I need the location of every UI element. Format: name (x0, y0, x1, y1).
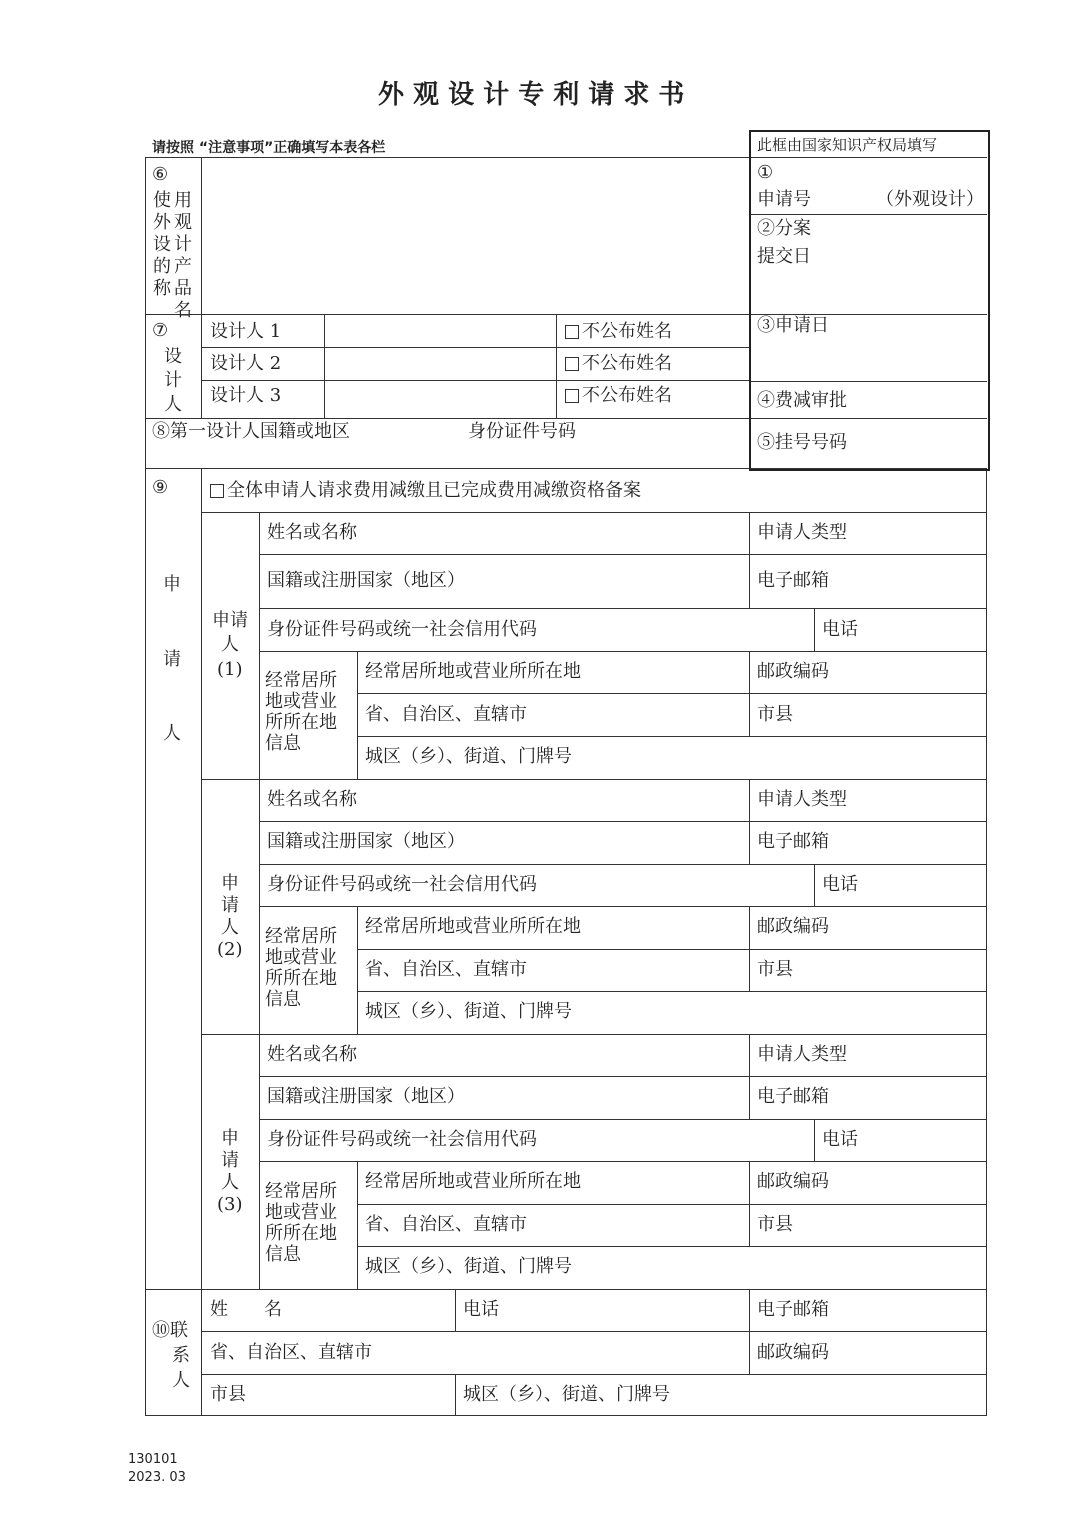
office-box (749, 130, 990, 471)
applicant-label-char: 人 (163, 723, 181, 744)
checkbox-icon[interactable] (565, 389, 579, 403)
applicant-1-side-label: 人 (221, 634, 239, 655)
designer-3-input[interactable] (325, 381, 555, 417)
product-section-number: ⑥ (152, 164, 169, 185)
applicant-postal-label: 邮政编码 (757, 661, 829, 682)
designer-2-input[interactable] (325, 348, 555, 379)
applicant-province-label: 省、自治区、直辖市 (365, 959, 527, 980)
applicant-phone-label: 电话 (822, 619, 858, 640)
applicant-3-side-label: 人 (221, 1172, 239, 1193)
product-label-col1: 使外设的称 (153, 190, 171, 299)
office-box-header: 此框由国家知识产权局填写 (757, 136, 938, 154)
applicant-2-side-label: 申 (221, 873, 239, 894)
applicant-city-label: 市县 (757, 704, 793, 725)
instruction-text: 请按照 “注意事项”正确填写本表各栏 (152, 140, 386, 156)
fee-reduction-approval-label: ④费减审批 (757, 390, 847, 411)
applicant-email-label: 电子邮箱 (757, 570, 829, 591)
applicant-address-label: 经常居所地或营业所所在地信息 (265, 670, 337, 754)
applicant-type-label: 申请人类型 (757, 789, 847, 810)
applicant-address-label: 经常居所地或营业所所在地信息 (265, 926, 337, 1010)
checkbox-icon[interactable] (565, 325, 579, 339)
applicant-postal-label: 邮政编码 (757, 1171, 829, 1192)
applicant-id-code-label: 身份证件号码或统一社会信用代码 (267, 619, 537, 640)
applicant-phone-label: 电话 (822, 1129, 858, 1150)
divisional-label: ②分案 (757, 218, 811, 239)
applicant-phone-label: 电话 (822, 874, 858, 895)
applicant-country-label: 国籍或注册国家（地区） (267, 570, 465, 591)
fee-reduction-checkbox[interactable]: 全体申请人请求费用减缴且已完成费用减缴资格备案 (210, 480, 641, 502)
applicant-name-label: 姓名或名称 (267, 522, 357, 543)
applicant-type-label: 申请人类型 (757, 1044, 847, 1065)
application-number-label: 申请号 (757, 189, 811, 210)
applicant-province-label: 省、自治区、直辖市 (365, 1214, 527, 1235)
applicant-2-side-label: (2) (217, 939, 243, 960)
contact-postal-label: 邮政编码 (757, 1342, 829, 1363)
contact-section-label: ⑩联 (152, 1320, 188, 1341)
first-designer-id-label: 身份证件号码 (468, 421, 576, 442)
applicant-label-char: 申 (163, 574, 181, 595)
applicant-city-label: 市县 (757, 959, 793, 980)
applicant-1-side-label: (1) (217, 659, 243, 680)
applicant-id-code-label: 身份证件号码或统一社会信用代码 (267, 874, 537, 895)
contact-label-char: 人 (172, 1370, 190, 1391)
applicant-1-side-label: 申请 (212, 610, 248, 631)
applicant-2-side-label: 人 (221, 917, 239, 938)
applicant-district-label: 城区（乡）、街道、门牌号 (365, 746, 572, 767)
contact-province-label: 省、自治区、直辖市 (210, 1342, 372, 1363)
applicant-residence-label: 经常居所地或营业所所在地 (365, 1171, 581, 1192)
product-label-col2: 用观计产品名 (174, 190, 192, 321)
applicant-section-number: ⑨ (152, 477, 169, 498)
applicant-postal-label: 邮政编码 (757, 916, 829, 937)
designer-1-hide-name[interactable]: 不公布姓名 (565, 321, 672, 343)
registered-mail-number-label: ⑤挂号号码 (757, 432, 847, 453)
checkbox-icon[interactable] (565, 357, 579, 371)
applicant-address-label: 经常居所地或营业所所在地信息 (265, 1181, 337, 1265)
contact-label-char: 系 (172, 1345, 190, 1366)
applicant-district-label: 城区（乡）、街道、门牌号 (365, 1001, 572, 1022)
applicant-id-code-label: 身份证件号码或统一社会信用代码 (267, 1129, 537, 1150)
designer-1-label: 设计人 1 (210, 321, 282, 342)
applicant-3-side-label: 申 (221, 1128, 239, 1149)
field1-number: ① (757, 162, 774, 183)
first-designer-nationality-label: ⑧第一设计人国籍或地区 (152, 421, 350, 442)
applicant-3-side-label: (3) (217, 1194, 243, 1215)
filing-date-label: ③申请日 (757, 315, 829, 336)
contact-name-label: 姓 名 (210, 1299, 282, 1320)
contact-phone-label: 电话 (463, 1299, 499, 1320)
form-code: 130101 (128, 1452, 178, 1467)
applicant-2-side-label: 请 (221, 895, 239, 916)
designer-1-input[interactable] (325, 315, 555, 346)
applicant-province-label: 省、自治区、直辖市 (365, 704, 527, 725)
applicant-name-label: 姓名或名称 (267, 1044, 357, 1065)
applicant-country-label: 国籍或注册国家（地区） (267, 831, 465, 852)
designer-2-hide-name[interactable]: 不公布姓名 (565, 353, 672, 375)
applicant-type-label: 申请人类型 (757, 522, 847, 543)
contact-email-label: 电子邮箱 (757, 1299, 829, 1320)
form-date: 2023. 03 (128, 1470, 186, 1485)
applicant-residence-label: 经常居所地或营业所所在地 (365, 661, 581, 682)
checkbox-icon[interactable] (210, 484, 224, 498)
designer-3-label: 设计人 3 (210, 385, 282, 406)
applicant-email-label: 电子邮箱 (757, 831, 829, 852)
designer-2-label: 设计人 2 (210, 353, 282, 374)
applicant-district-label: 城区（乡）、街道、门牌号 (365, 1256, 572, 1277)
product-name-input[interactable] (202, 158, 748, 313)
applicant-city-label: 市县 (757, 1214, 793, 1235)
applicant-name-label: 姓名或名称 (267, 789, 357, 810)
design-type-label: （外观设计） (876, 189, 984, 210)
submission-date-label: 提交日 (757, 246, 811, 267)
applicant-label-char: 请 (163, 649, 181, 670)
contact-city-label: 市县 (210, 1384, 246, 1405)
designer-3-hide-name[interactable]: 不公布姓名 (565, 385, 672, 407)
applicant-residence-label: 经常居所地或营业所所在地 (365, 916, 581, 937)
applicant-3-side-label: 请 (221, 1150, 239, 1171)
designer-section-number: ⑦ (152, 320, 169, 341)
contact-district-label: 城区（乡）、街道、门牌号 (463, 1384, 670, 1405)
designer-section-label: 设计人 (164, 346, 182, 415)
page-title: 外 观 设 计 专 利 请 求 书 (378, 80, 685, 110)
applicant-email-label: 电子邮箱 (757, 1086, 829, 1107)
applicant-country-label: 国籍或注册国家（地区） (267, 1086, 465, 1107)
